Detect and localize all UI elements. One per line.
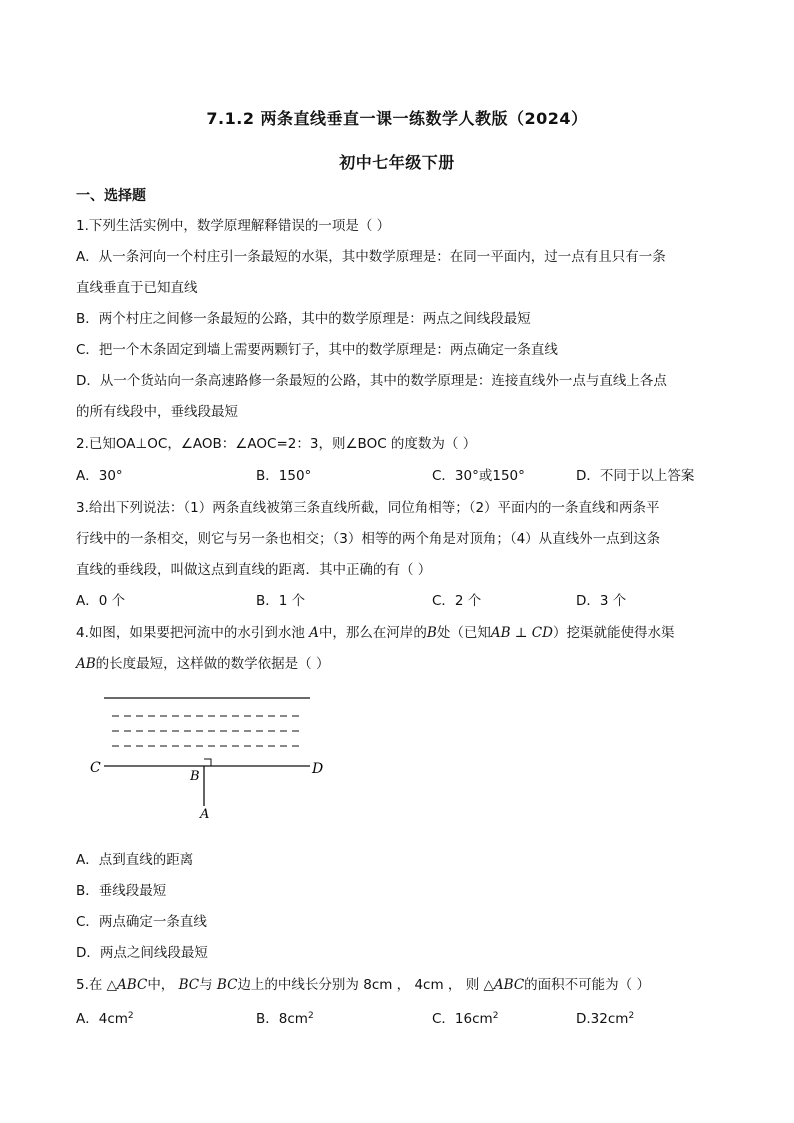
q5-stem-text: 5.在: [76, 977, 107, 993]
q4-stem-text: 处（已知: [436, 625, 491, 641]
label-c: C: [90, 760, 101, 776]
q4-option-a: A．点到直线的距离: [76, 852, 194, 868]
q5-stem: [76, 975, 726, 995]
q5-stem-text: 的面积不可能为（ ）: [524, 977, 650, 993]
q5-option-c-text: C．16cm: [432, 1011, 493, 1027]
q5-stem-text: 边上的中线长分别为 8cm ， 4cm ， 则: [237, 977, 484, 993]
q4-option-b: B．垂线段最短: [76, 883, 167, 899]
q4-math-b: B: [426, 625, 437, 641]
q3-stem-line2: 行线中的一条相交，则它与另一条也相交；（3）相等的两个角是对顶角；（4）从直线外一点到这条: [76, 531, 661, 547]
q2-stem: 2.已知OA⊥OC，∠AOB：∠AOC=2：3，则∠BOC 的度数为（ ）: [76, 436, 477, 452]
q2-option-d: D．不同于以上答案: [576, 468, 695, 484]
q4-math-ab-perp-cd: AB ⊥ CD: [490, 625, 553, 641]
q4-math-a: A: [309, 625, 319, 641]
q3-option-d: D．3 个: [576, 593, 627, 609]
superscript: 2: [127, 1011, 134, 1021]
q3-option-c: C．2 个: [432, 593, 482, 609]
q4-stem-line1: [76, 623, 726, 643]
label-d: D: [312, 761, 324, 777]
q5-math-bc: BC: [178, 977, 200, 993]
superscript: 2: [307, 1011, 314, 1021]
q3-option-a: A．0 个: [76, 593, 126, 609]
q1-stem: 1.下列生活实例中，数学原理解释错误的一项是（ ）: [76, 218, 391, 234]
q5-option-d: [576, 1009, 634, 1029]
q4-stem-text: 中，那么在河岸的: [318, 625, 427, 641]
q4-stem-text: 的长度最短，这样做的数学依据是（ ）: [95, 656, 330, 672]
q2-option-c: C．30°或150°: [432, 468, 525, 484]
q5-math-bc: BC: [216, 977, 238, 993]
label-a: A: [200, 807, 210, 822]
superscript: 2: [628, 1011, 635, 1021]
q5-option-b: [256, 1009, 314, 1029]
q1-option-b: B．两个村庄之间修一条最短的公路，其中的数学原理是：两点之间线段最短: [76, 311, 531, 327]
q4-math-ab: AB: [76, 656, 96, 672]
right-angle-mark: [204, 759, 211, 766]
section-heading: 一、选择题: [76, 188, 146, 204]
q5-option-b-text: B．8cm: [256, 1011, 308, 1027]
q2-option-a: A．30°: [76, 468, 123, 484]
q4-stem-line2: [76, 654, 726, 674]
document-title: 7.1.2 两条直线垂直一课一练数学人教版（2024）: [206, 109, 588, 128]
q5-stem-text: 与: [199, 977, 217, 993]
q5-option-d-text: D.32cm: [576, 1011, 629, 1027]
document-subtitle: 初中七年级下册: [339, 153, 455, 172]
q5-stem-text: 中，: [147, 977, 179, 993]
q2-option-b: B．150°: [256, 468, 312, 484]
q5-option-a: [76, 1009, 134, 1029]
superscript: 2: [492, 1011, 499, 1021]
q5-option-a-text: A．4cm: [76, 1011, 128, 1027]
q4-stem-text: ）挖渠就能使得水渠: [552, 625, 675, 641]
q1-option-a-line2: 直线垂直于已知直线: [76, 280, 198, 296]
q4-option-c: C．两点确定一条直线: [76, 914, 207, 930]
river-figure: [86, 690, 336, 822]
q5-math-triangle: △ABC: [106, 977, 148, 993]
q3-option-b: B．1 个: [256, 593, 306, 609]
q4-option-d: D．两点之间线段最短: [76, 945, 208, 961]
q5-math-triangle: △ABC: [483, 977, 525, 993]
q5-option-c: [432, 1009, 498, 1029]
q3-stem-line1: 3.给出下列说法：（1）两条直线被第三条直线所截，同位角相等；（2）平面内的一条直线和两条平: [76, 500, 660, 516]
q4-stem-text: 4.如图，如果要把河流中的水引到水池: [76, 625, 310, 641]
label-b: B: [190, 769, 200, 784]
q1-option-a-line1: A．从一条河向一个村庄引一条最短的水渠，其中数学原理是：在同一平面内，过一点有且只有一条: [76, 249, 666, 265]
q1-option-d-line1: D．从一个货站向一条高速路修一条最短的公路，其中的数学原理是：连接直线外一点与直线上各点: [76, 373, 667, 389]
q3-stem-line3: 直线的垂线段，叫做这点到直线的距离．其中正确的有（ ）: [76, 562, 432, 578]
q1-option-d-line2: 的所有线段中，垂线段最短: [76, 404, 238, 420]
q1-option-c: C．把一个木条固定到墙上需要两颗钉子，其中的数学原理是：两点确定一条直线: [76, 342, 558, 358]
